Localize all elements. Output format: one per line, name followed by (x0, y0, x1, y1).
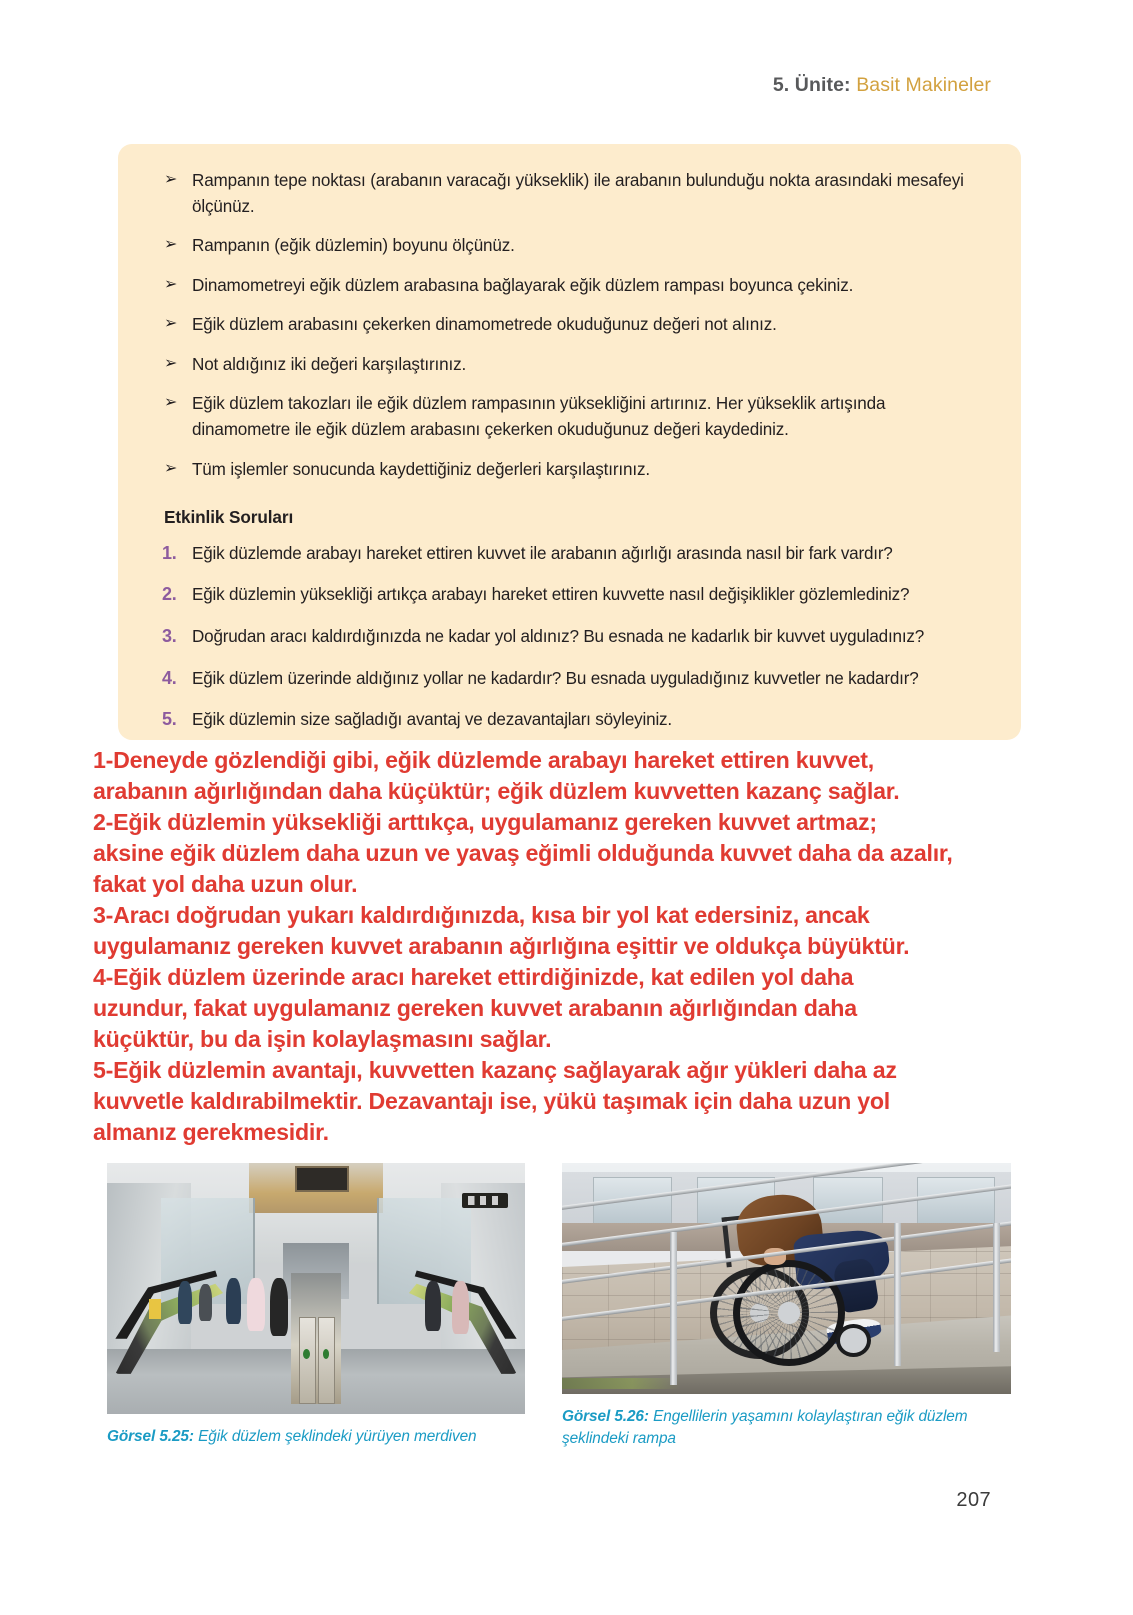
list-item (148, 624, 987, 650)
left-newel-post (299, 1317, 316, 1404)
activity-questions-list (148, 541, 987, 733)
person-figure (425, 1281, 441, 1331)
caption-text: Engellilerin yaşamını kolaylaştıran eğik düzlem şeklindeki rampa (562, 1408, 968, 1447)
window-pane (917, 1177, 995, 1225)
grass-patch (562, 1378, 679, 1390)
list-item (148, 707, 987, 733)
arrow-bullet-icon: ➢ (164, 394, 178, 412)
person-figure (178, 1281, 192, 1324)
right-newel-post (318, 1317, 335, 1404)
right-status-light (323, 1349, 330, 1359)
answer-line: arabanın ağırlığından daha küçüktür; eğik düzlem kuvvetten kazanç sağlar. (93, 777, 900, 804)
page-header (0, 74, 1133, 97)
answer-line: uzundur, fakat uygulamanız gereken kuvvet arabanın ağırlığından daha (93, 994, 857, 1021)
moving-walkway-photo (107, 1163, 525, 1414)
display-screen (295, 1166, 349, 1193)
arrow-bullet-icon: ➢ (164, 275, 178, 293)
step-text: Rampanın (eğik düzlemin) boyunu ölçünüz. (192, 236, 515, 256)
person-figure (247, 1278, 265, 1331)
page-number: 207 (956, 1489, 991, 1511)
answer-line: 1-Deneyde gözlendiği gibi, eğik düzlemde arabayı hareket ettiren kuvvet, (93, 747, 874, 773)
list-item (148, 541, 987, 567)
question-number: 3. (162, 626, 177, 646)
answer-line: 4-Eğik düzlem üzerinde aracı hareket ettirdiğinizde, kat edilen yol daha (93, 963, 854, 990)
wheelchair-ramp-photo (562, 1163, 1011, 1394)
answer-line: kuvvetle kaldırabilmektir. Dezavantajı ise, yükü taşımak için daha uzun yol (93, 1087, 891, 1114)
figure-caption (562, 1406, 1011, 1450)
answer-line: küçüktür, bu da işin kolaylaşmasını sağlar. (93, 1025, 552, 1052)
answer-line: 2-Eğik düzlemin yüksekliği arttıkça, uygulamanız gereken kuvvet artmaz; (93, 808, 877, 835)
answer-line: almanız gerekmesidir. (93, 1118, 329, 1145)
person-figure (199, 1284, 212, 1322)
person-figure (452, 1281, 469, 1334)
step-text: Rampanın tepe noktası (arabanın varacağı yükseklik) ile arabanın bulunduğu nokta arasındaki mesafeyi ölçünüz. (192, 171, 964, 216)
figure-moving-walkway (107, 1163, 525, 1448)
student-answers-block (93, 745, 1088, 1148)
answer-line: 3-Aracı doğrudan yukarı kaldırdığınızda, kısa bir yol kat edersiniz, ancak (93, 901, 870, 928)
handrail-post (993, 1223, 1000, 1352)
unit-title: Basit Makineler (856, 74, 991, 96)
caption-text: Eğik düzlem şeklindeki yürüyen merdiven (198, 1428, 477, 1445)
questions-heading: Etkinlik Soruları (164, 506, 294, 527)
list-item (148, 666, 987, 692)
list-item (148, 391, 987, 443)
answer-line: fakat yol daha uzun olur. (93, 870, 358, 897)
question-text: Eğik düzlem üzerinde aldığınız yollar ne kadardır? Bu esnada uyguladığınız kuvvetler ne kadardır? (192, 668, 919, 688)
figure-caption (107, 1426, 525, 1448)
question-number: 1. (162, 542, 177, 563)
wheelchair-castor-wheel (836, 1324, 871, 1357)
arrow-bullet-icon: ➢ (164, 459, 178, 477)
yellow-bag (149, 1299, 162, 1319)
arrow-bullet-icon: ➢ (164, 315, 178, 333)
list-item (148, 233, 987, 259)
answer-line: uygulamanız gereken kuvvet arabanın ağırlığına eşittir ve oldukça büyüktür. (93, 932, 910, 959)
question-text: Eğik düzlemin size sağladığı avantaj ve dezavantajları söyleyiniz. (192, 710, 672, 730)
question-text: Doğrudan aracı kaldırdığınızda ne kadar yol aldınız? Bu esnada ne kadarlık bir kuvvet uyguladınız? (192, 627, 925, 646)
step-text: Dinamometreyi eğik düzlem arabasına bağlayarak eğik düzlem rampası boyunca çekiniz. (192, 275, 854, 295)
list-item (148, 168, 987, 220)
window-pane (813, 1177, 882, 1225)
step-text: Eğik düzlem arabasını çekerken dinamometrede okuduğunuz değeri not alınız. (192, 315, 777, 335)
list-item (148, 312, 987, 338)
step-text: Eğik düzlem takozları ile eğik düzlem rampasının yüksekliğini artırınız. Her yükseklik artışında dinamometre ile eğik düzlem arabasını çekerken okuduğunuz değeri kaydediniz. (192, 394, 886, 440)
wheelchair-main-wheel (733, 1260, 846, 1366)
caption-label: Görsel 5.26: (562, 1408, 649, 1425)
handrail-post (670, 1232, 677, 1384)
step-text: Not aldığınız iki değeri karşılaştırınız. (192, 354, 467, 374)
question-text: Eğik düzlemde arabayı hareket ettiren kuvvet ile arabanın ağırlığı arasında nasıl bir fark vardır? (192, 543, 893, 563)
question-number: 2. (162, 584, 177, 605)
arrow-bullet-icon: ➢ (164, 171, 178, 188)
handrail-post (894, 1223, 901, 1366)
answer-line: aksine eğik düzlem daha uzun ve yavaş eğimli olduğunda kuvvet daha da azalır, (93, 839, 953, 866)
question-text: Eğik düzlemin yüksekliği artıkça arabayı hareket ettiren kuvvette nasıl değişiklikler gözlemlediniz? (192, 585, 910, 605)
list-item (148, 457, 987, 483)
list-item (148, 582, 987, 608)
activity-steps-list (148, 168, 987, 483)
person-figure (226, 1278, 241, 1323)
activity-box (118, 144, 1021, 740)
step-text: Tüm işlemler sonucunda kaydettiğiniz değerleri karşılaştırınız. (192, 459, 650, 479)
unit-label: 5. Ünite: (772, 74, 851, 96)
restroom-sign-icon (462, 1193, 508, 1208)
list-item (148, 352, 987, 378)
question-number: 5. (162, 709, 177, 730)
figure-wheelchair-ramp (562, 1163, 1011, 1450)
arrow-bullet-icon: ➢ (164, 236, 178, 254)
arrow-bullet-icon: ➢ (164, 354, 178, 372)
answer-line: 5-Eğik düzlemin avantajı, kuvvetten kazanç sağlayarak ağır yükleri daha az (93, 1056, 897, 1083)
person-figure (270, 1278, 288, 1336)
list-item (148, 273, 987, 299)
question-number: 4. (162, 667, 177, 688)
left-status-light (303, 1349, 310, 1359)
caption-label: Görsel 5.25: (107, 1428, 194, 1445)
